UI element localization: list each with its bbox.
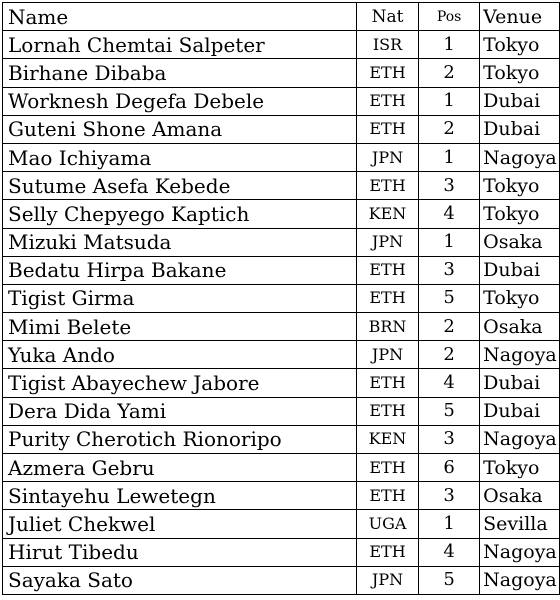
- cell-venue: Dubai: [480, 256, 560, 284]
- cell-name: Dera Dida Yami: [3, 397, 357, 425]
- cell-venue: Nagoya: [480, 425, 560, 453]
- cell-pos: 4: [419, 200, 480, 228]
- cell-pos: 1: [419, 87, 480, 115]
- cell-name: Mizuki Matsuda: [3, 228, 357, 256]
- table-header: [3, 3, 560, 31]
- cell-nat: JPN: [356, 566, 418, 594]
- cell-venue: Osaka: [480, 313, 560, 341]
- cell-venue: Tokyo: [480, 172, 560, 200]
- cell-venue: Tokyo: [480, 200, 560, 228]
- header-nat: Nat: [356, 3, 418, 31]
- cell-nat: ETH: [356, 369, 418, 397]
- cell-name: Mimi Belete: [3, 313, 357, 341]
- cell-nat: ETH: [356, 482, 418, 510]
- cell-venue: Nagoya: [480, 341, 560, 369]
- cell-venue: Dubai: [480, 369, 560, 397]
- cell-nat: KEN: [356, 200, 418, 228]
- table-row: [3, 341, 560, 369]
- cell-nat: JPN: [356, 341, 418, 369]
- cell-name: Birhane Dibaba: [3, 59, 357, 87]
- table-row: [3, 256, 560, 284]
- table-row: [3, 115, 560, 143]
- cell-nat: ISR: [356, 31, 418, 59]
- cell-pos: 4: [419, 369, 480, 397]
- table-row: [3, 566, 560, 594]
- cell-name: Tigist Abayechew Jabore: [3, 369, 357, 397]
- cell-name: Sayaka Sato: [3, 566, 357, 594]
- cell-pos: 1: [419, 143, 480, 171]
- cell-pos: 5: [419, 566, 480, 594]
- cell-name: Guteni Shone Amana: [3, 115, 357, 143]
- cell-pos: 6: [419, 454, 480, 482]
- cell-pos: 4: [419, 538, 480, 566]
- cell-pos: 1: [419, 510, 480, 538]
- cell-pos: 2: [419, 115, 480, 143]
- table-row: [3, 425, 560, 453]
- table-row: [3, 397, 560, 425]
- table-body: [3, 31, 560, 595]
- table-row: [3, 31, 560, 59]
- cell-name: Lornah Chemtai Salpeter: [3, 31, 357, 59]
- cell-nat: BRN: [356, 313, 418, 341]
- cell-pos: 1: [419, 228, 480, 256]
- cell-pos: 5: [419, 397, 480, 425]
- cell-name: Sintayehu Lewetegn: [3, 482, 357, 510]
- cell-name: Tigist Girma: [3, 284, 357, 312]
- table-row: [3, 510, 560, 538]
- cell-nat: ETH: [356, 172, 418, 200]
- table-row: [3, 284, 560, 312]
- cell-venue: Nagoya: [480, 143, 560, 171]
- results-table: [2, 2, 560, 595]
- table-row: [3, 143, 560, 171]
- cell-name: Sutume Asefa Kebede: [3, 172, 357, 200]
- cell-name: Purity Cherotich Rionoripo: [3, 425, 357, 453]
- cell-nat: JPN: [356, 228, 418, 256]
- header-venue: Venue: [480, 3, 560, 31]
- cell-name: Juliet Chekwel: [3, 510, 357, 538]
- cell-name: Azmera Gebru: [3, 454, 357, 482]
- table-row: [3, 228, 560, 256]
- cell-nat: ETH: [356, 397, 418, 425]
- cell-venue: Nagoya: [480, 538, 560, 566]
- cell-venue: Tokyo: [480, 284, 560, 312]
- cell-name: Hirut Tibedu: [3, 538, 357, 566]
- cell-nat: ETH: [356, 256, 418, 284]
- cell-nat: ETH: [356, 115, 418, 143]
- header-name: Name: [3, 3, 357, 31]
- cell-venue: Nagoya: [480, 566, 560, 594]
- cell-nat: UGA: [356, 510, 418, 538]
- cell-venue: Dubai: [480, 397, 560, 425]
- cell-nat: ETH: [356, 59, 418, 87]
- cell-pos: 3: [419, 425, 480, 453]
- header-pos: Pos: [419, 3, 480, 31]
- cell-nat: ETH: [356, 284, 418, 312]
- table-row: [3, 87, 560, 115]
- table-row: [3, 200, 560, 228]
- table-row: [3, 538, 560, 566]
- table-row: [3, 482, 560, 510]
- cell-venue: Sevilla: [480, 510, 560, 538]
- cell-nat: ETH: [356, 87, 418, 115]
- cell-pos: 3: [419, 256, 480, 284]
- cell-venue: Dubai: [480, 87, 560, 115]
- header-row: [3, 3, 560, 31]
- table-row: [3, 172, 560, 200]
- cell-name: Bedatu Hirpa Bakane: [3, 256, 357, 284]
- cell-nat: ETH: [356, 538, 418, 566]
- cell-pos: 2: [419, 341, 480, 369]
- cell-venue: Osaka: [480, 228, 560, 256]
- cell-venue: Tokyo: [480, 59, 560, 87]
- cell-pos: 1: [419, 31, 480, 59]
- cell-pos: 5: [419, 284, 480, 312]
- cell-nat: ETH: [356, 454, 418, 482]
- cell-name: Mao Ichiyama: [3, 143, 357, 171]
- cell-pos: 3: [419, 482, 480, 510]
- cell-name: Selly Chepyego Kaptich: [3, 200, 357, 228]
- cell-pos: 2: [419, 59, 480, 87]
- cell-nat: JPN: [356, 143, 418, 171]
- table-row: [3, 59, 560, 87]
- cell-name: Worknesh Degefa Debele: [3, 87, 357, 115]
- cell-venue: Tokyo: [480, 31, 560, 59]
- cell-pos: 3: [419, 172, 480, 200]
- cell-pos: 2: [419, 313, 480, 341]
- cell-venue: Dubai: [480, 115, 560, 143]
- cell-nat: KEN: [356, 425, 418, 453]
- cell-venue: Tokyo: [480, 454, 560, 482]
- cell-venue: Osaka: [480, 482, 560, 510]
- table-row: [3, 369, 560, 397]
- table-row: [3, 454, 560, 482]
- cell-name: Yuka Ando: [3, 341, 357, 369]
- table-row: [3, 313, 560, 341]
